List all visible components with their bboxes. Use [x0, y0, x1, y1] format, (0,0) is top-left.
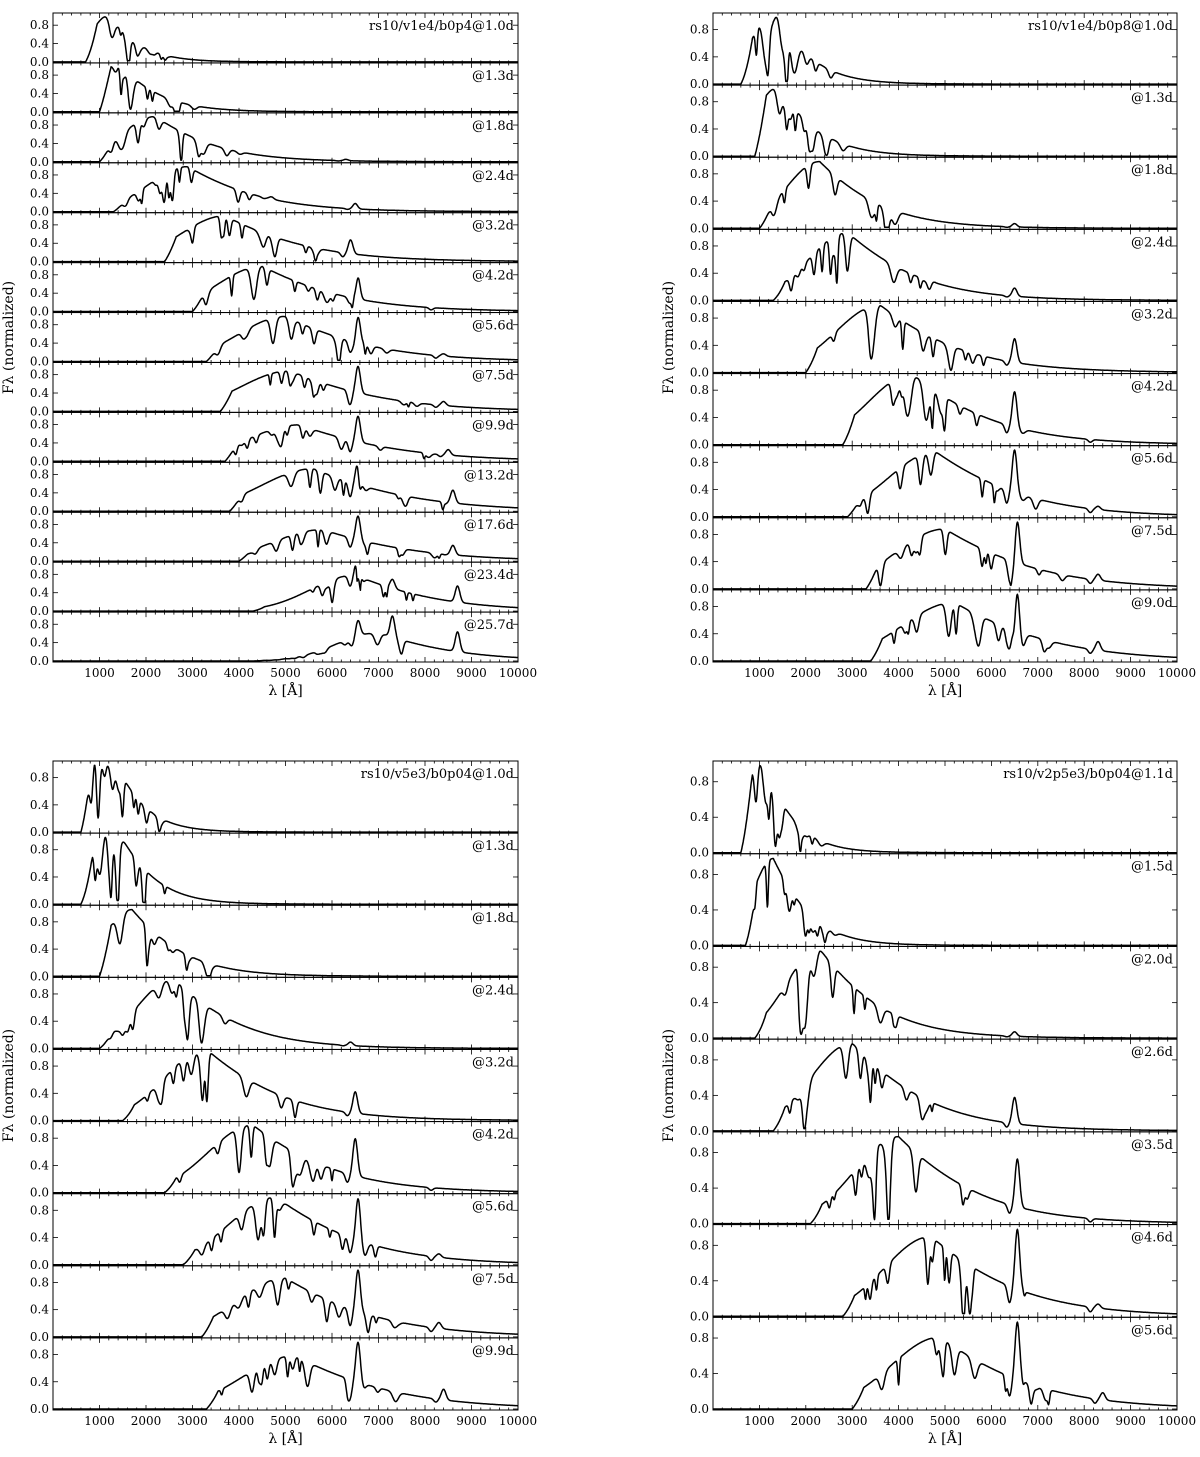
- spectrum-line: [713, 378, 1177, 445]
- x-tick-label: 10000: [498, 666, 538, 680]
- spectrum-panel: [30, 313, 518, 369]
- spectrum-line: [713, 859, 1177, 946]
- panel-label: @1.3d: [472, 68, 514, 84]
- x-tick-label: 8000: [409, 666, 441, 680]
- panel-frame: [713, 1132, 1177, 1225]
- y-tick-label: 0.8: [689, 867, 709, 882]
- y-tick-label: 0.0: [29, 504, 49, 519]
- spectrum-panel: [690, 761, 1177, 860]
- spectrum-line: [713, 1322, 1177, 1409]
- panel-label: @7.5d: [472, 368, 514, 384]
- y-axis-label: Fλ (normalized): [661, 280, 677, 395]
- y-tick-label: 0.0: [29, 154, 49, 169]
- spectrum-panel: [30, 63, 518, 119]
- panel-frame: [53, 313, 518, 363]
- x-tick-label: 7000: [1022, 666, 1054, 680]
- y-tick-label: 0.4: [689, 482, 709, 497]
- x-tick-label: 10000: [1157, 666, 1197, 680]
- spectrum-panel: [30, 213, 518, 269]
- y-tick-label: 0.0: [29, 54, 49, 69]
- spectrum-line: [713, 450, 1177, 517]
- spectrum-panel: [690, 1317, 1177, 1416]
- y-tick-label: 0.4: [29, 942, 49, 957]
- spectrum-panel: [30, 977, 518, 1055]
- figure-block-1: [1, 13, 537, 699]
- panel-frame: [713, 301, 1177, 373]
- x-tick-label: 2000: [790, 666, 822, 680]
- panel-label: @4.2d: [472, 1127, 514, 1143]
- y-tick-label: 0.0: [29, 969, 49, 984]
- spectrum-panel: [690, 1132, 1177, 1231]
- panel-label: @5.6d: [472, 318, 514, 334]
- y-tick-label: 0.8: [689, 383, 709, 398]
- y-tick-label: 0.8: [29, 1347, 49, 1362]
- y-tick-label: 0.0: [689, 1309, 709, 1324]
- y-tick-label: 0.8: [29, 1059, 49, 1074]
- x-tick-label: 2000: [130, 1414, 162, 1428]
- spectrum-panel: [30, 163, 518, 219]
- panel-label: @1.8d: [1131, 163, 1173, 179]
- y-tick-label: 0.8: [29, 267, 49, 282]
- y-axis-label: Fλ (normalized): [1, 280, 17, 395]
- y-tick-label: 0.0: [689, 654, 709, 668]
- x-axis-label: λ [Å]: [927, 683, 963, 699]
- y-tick-label: 0.0: [29, 104, 49, 119]
- spectrum-panel: [690, 13, 1177, 91]
- y-tick-label: 0.8: [689, 1052, 709, 1067]
- y-tick-label: 0.0: [689, 845, 709, 860]
- spectrum-line: [53, 566, 518, 611]
- panel-frame: [713, 1039, 1177, 1132]
- spectrum-line: [53, 1054, 518, 1121]
- y-tick-label: 0.4: [29, 1230, 49, 1245]
- y-tick-label: 0.4: [29, 435, 49, 450]
- spectrum-line: [713, 1044, 1177, 1131]
- y-tick-label: 0.8: [689, 22, 709, 37]
- panel-label: @1.8d: [472, 118, 514, 134]
- y-tick-label: 0.0: [689, 581, 709, 596]
- y-tick-label: 0.0: [29, 1113, 49, 1128]
- x-tick-label: 8000: [1068, 1414, 1100, 1428]
- panel-label: @13.2d: [463, 468, 514, 484]
- y-tick-label: 0.8: [29, 118, 49, 133]
- y-tick-label: 0.8: [29, 317, 49, 332]
- panel-label: rs10/v1e4/b0p8@1.0d: [1028, 19, 1173, 34]
- spectrum-line: [53, 117, 518, 162]
- y-tick-label: 0.0: [29, 1257, 49, 1272]
- y-tick-label: 0.4: [29, 585, 49, 600]
- spectrum-line: [53, 516, 518, 561]
- panel-label: @3.2d: [1131, 307, 1173, 323]
- y-tick-label: 0.4: [29, 797, 49, 812]
- panel-label: @1.3d: [472, 839, 514, 855]
- y-tick-label: 0.4: [29, 336, 49, 351]
- x-tick-label: 10000: [498, 1414, 538, 1428]
- y-tick-label: 0.0: [689, 1031, 709, 1046]
- spectrum-line: [53, 317, 518, 362]
- panel-frame: [53, 1266, 518, 1338]
- y-tick-label: 0.8: [689, 94, 709, 109]
- x-tick-label: 1000: [84, 1414, 115, 1428]
- y-tick-label: 0.8: [689, 311, 709, 326]
- y-tick-label: 0.4: [29, 236, 49, 251]
- spectrum-line: [53, 1270, 518, 1337]
- y-tick-label: 0.4: [29, 535, 49, 550]
- spectrum-panel: [690, 518, 1177, 596]
- y-tick-label: 0.4: [689, 121, 709, 136]
- y-tick-label: 0.4: [29, 86, 49, 101]
- y-tick-label: 0.0: [29, 897, 49, 912]
- spectrum-line: [713, 306, 1177, 373]
- y-tick-label: 0.0: [689, 77, 709, 92]
- spectrum-line: [713, 234, 1177, 301]
- y-tick-label: 0.0: [29, 1041, 49, 1056]
- spectrum-line: [713, 522, 1177, 589]
- panel-label: @25.7d: [463, 618, 514, 634]
- panel-frame: [713, 374, 1177, 446]
- y-tick-label: 0.8: [29, 367, 49, 382]
- y-tick-label: 0.0: [29, 304, 49, 319]
- panel-label: @9.9d: [472, 418, 514, 434]
- panel-frame: [53, 1049, 518, 1121]
- y-tick-label: 0.4: [29, 485, 49, 500]
- spectrum-line: [53, 466, 518, 511]
- y-tick-label: 0.8: [689, 1145, 709, 1160]
- spectrum-line: [53, 217, 518, 262]
- spectrum-panel: [30, 412, 518, 468]
- y-tick-label: 0.0: [29, 204, 49, 219]
- x-tick-label: 5000: [929, 1414, 961, 1428]
- y-tick-label: 0.4: [29, 1158, 49, 1173]
- panel-frame: [53, 412, 518, 462]
- y-tick-label: 0.8: [29, 217, 49, 232]
- panel-frame: [53, 113, 518, 163]
- spectrum-panel: [30, 113, 518, 169]
- y-tick-label: 0.4: [689, 626, 709, 641]
- spectrum-panel: [690, 1225, 1177, 1324]
- spectrum-line: [53, 838, 518, 905]
- x-tick-label: 8000: [409, 1414, 441, 1428]
- x-tick-label: 7000: [1022, 1414, 1054, 1428]
- y-tick-label: 0.8: [29, 770, 49, 785]
- y-tick-label: 0.4: [29, 635, 49, 650]
- panel-frame: [53, 833, 518, 905]
- x-tick-label: 1000: [744, 666, 775, 680]
- x-tick-label: 6000: [976, 666, 1007, 680]
- y-tick-label: 0.4: [29, 1014, 49, 1029]
- y-tick-label: 0.0: [29, 254, 49, 269]
- spectrum-line: [53, 67, 518, 112]
- panel-label: @3.5d: [1131, 1137, 1173, 1153]
- y-tick-label: 0.8: [689, 166, 709, 181]
- panel-frame: [53, 462, 518, 512]
- x-tick-label: 7000: [363, 666, 394, 680]
- x-tick-label: 4000: [223, 1414, 255, 1428]
- spectrum-panel: [30, 833, 518, 911]
- y-tick-label: 0.8: [689, 455, 709, 470]
- panel-frame: [53, 562, 518, 612]
- spectrum-line: [713, 162, 1177, 229]
- x-tick-label: 7000: [363, 1414, 394, 1428]
- panel-label: @4.2d: [472, 268, 514, 284]
- x-tick-label: 4000: [883, 1414, 914, 1428]
- y-tick-label: 0.4: [29, 136, 49, 151]
- panel-label: @9.0d: [1131, 595, 1173, 611]
- panel-label: @2.4d: [472, 983, 514, 999]
- spectrum-panel: [690, 157, 1177, 235]
- x-tick-label: 3000: [177, 666, 208, 680]
- y-tick-label: 0.8: [29, 617, 49, 632]
- y-tick-label: 0.8: [29, 1131, 49, 1146]
- y-tick-label: 0.4: [29, 36, 49, 51]
- y-tick-label: 0.8: [29, 914, 49, 929]
- panel-label: @5.6d: [1131, 1323, 1173, 1339]
- panel-label: rs10/v1e4/b0p4@1.0d: [369, 19, 514, 34]
- x-tick-label: 5000: [270, 1414, 301, 1428]
- panel-label: @1.3d: [1131, 91, 1173, 107]
- y-tick-label: 0.4: [689, 1273, 709, 1288]
- y-tick-label: 0.4: [29, 1374, 49, 1389]
- y-tick-label: 0.8: [29, 842, 49, 857]
- spectrum-panel: [690, 446, 1177, 524]
- spectrum-line: [53, 616, 518, 661]
- panel-frame: [713, 854, 1177, 947]
- y-tick-label: 0.4: [29, 386, 49, 401]
- spectrum-panel: [690, 85, 1177, 163]
- x-tick-label: 1000: [84, 666, 115, 680]
- y-tick-label: 0.0: [689, 221, 709, 236]
- panel-frame: [53, 612, 518, 662]
- panel-frame: [713, 446, 1177, 518]
- panel-frame: [53, 905, 518, 977]
- spectrum-line: [53, 910, 518, 977]
- y-tick-label: 0.0: [689, 149, 709, 164]
- y-tick-label: 0.4: [29, 1086, 49, 1101]
- x-tick-label: 5000: [929, 666, 961, 680]
- x-tick-label: 9000: [1115, 666, 1146, 680]
- spectrum-panel: [30, 1338, 518, 1416]
- panel-label: @2.6d: [1131, 1045, 1173, 1061]
- y-tick-label: 0.0: [689, 365, 709, 380]
- y-tick-label: 0.8: [689, 960, 709, 975]
- y-tick-label: 0.4: [689, 1366, 709, 1381]
- spectrum-line: [713, 90, 1177, 157]
- y-tick-label: 0.0: [29, 654, 49, 668]
- panel-frame: [713, 229, 1177, 301]
- spectrum-line: [53, 267, 518, 312]
- panel-label: @9.9d: [472, 1343, 514, 1359]
- spectrum-panel: [30, 1266, 518, 1344]
- y-tick-label: 0.8: [29, 1275, 49, 1290]
- spectrum-panel: [30, 362, 518, 418]
- x-tick-label: 6000: [316, 1414, 348, 1428]
- spectrum-line: [713, 594, 1177, 661]
- spectrum-panel: [30, 13, 518, 69]
- panel-label: @1.5d: [1131, 859, 1173, 875]
- panel-label: @7.5d: [472, 1271, 514, 1287]
- y-tick-label: 0.4: [29, 286, 49, 301]
- y-tick-label: 0.8: [29, 167, 49, 182]
- x-tick-label: 5000: [270, 666, 301, 680]
- panel-label: @2.4d: [472, 168, 514, 184]
- panel-label: @7.5d: [1131, 523, 1173, 539]
- y-tick-label: 0.8: [689, 238, 709, 253]
- panel-frame: [53, 1122, 518, 1194]
- spectrum-line: [53, 167, 518, 212]
- panel-label: rs10/v2p5e3/b0p04@1.1d: [1003, 767, 1173, 782]
- spectrum-panel: [30, 1049, 518, 1127]
- panel-label: @3.2d: [472, 1055, 514, 1071]
- spectrum-line: [53, 1126, 518, 1193]
- x-tick-label: 3000: [177, 1414, 208, 1428]
- x-tick-label: 9000: [456, 1414, 487, 1428]
- y-tick-label: 0.0: [29, 825, 49, 840]
- spectrum-panel: [690, 229, 1177, 307]
- y-tick-label: 0.0: [29, 554, 49, 569]
- y-tick-label: 0.8: [689, 599, 709, 614]
- x-tick-label: 9000: [456, 666, 487, 680]
- spectrum-panel: [690, 854, 1177, 953]
- y-tick-label: 0.8: [29, 18, 49, 33]
- y-tick-label: 0.4: [689, 338, 709, 353]
- y-tick-label: 0.4: [689, 810, 709, 825]
- figure-block-3: [1, 761, 537, 1447]
- x-tick-label: 3000: [836, 666, 868, 680]
- panel-frame: [53, 213, 518, 263]
- y-tick-label: 0.4: [689, 554, 709, 569]
- y-tick-label: 0.4: [689, 266, 709, 281]
- spectrum-line: [53, 982, 518, 1049]
- spectrum-panel: [690, 590, 1177, 668]
- x-tick-label: 2000: [790, 1414, 822, 1428]
- y-tick-label: 0.0: [29, 1329, 49, 1344]
- y-tick-label: 0.8: [29, 517, 49, 532]
- y-tick-label: 0.8: [29, 467, 49, 482]
- x-tick-label: 3000: [836, 1414, 868, 1428]
- spectrum-panel: [690, 374, 1177, 452]
- panel-label: rs10/v5e3/b0p04@1.0d: [360, 767, 514, 782]
- x-tick-label: 4000: [223, 666, 255, 680]
- x-tick-label: 10000: [1157, 1414, 1197, 1428]
- panel-label: @3.2d: [472, 218, 514, 234]
- y-tick-label: 0.4: [29, 186, 49, 201]
- panel-label: @2.4d: [1131, 235, 1173, 251]
- panel-label: @2.0d: [1131, 952, 1173, 968]
- x-tick-label: 2000: [130, 666, 162, 680]
- y-tick-label: 0.0: [29, 404, 49, 419]
- y-axis-label: Fλ (normalized): [661, 1028, 677, 1143]
- x-axis-label: λ [Å]: [268, 683, 303, 699]
- x-tick-label: 6000: [976, 1414, 1007, 1428]
- y-tick-label: 0.8: [29, 417, 49, 432]
- spectrum-panel: [30, 263, 518, 319]
- spectrum-panel: [30, 1122, 518, 1200]
- y-tick-label: 0.0: [689, 509, 709, 524]
- spectrum-panel: [30, 462, 518, 518]
- spectrum-line: [53, 1198, 518, 1265]
- y-tick-label: 0.4: [29, 869, 49, 884]
- y-tick-label: 0.4: [689, 1181, 709, 1196]
- y-tick-label: 0.0: [689, 1123, 709, 1138]
- y-tick-label: 0.8: [689, 1331, 709, 1346]
- y-tick-label: 0.8: [29, 986, 49, 1001]
- spectrum-line: [713, 951, 1177, 1038]
- y-tick-label: 0.4: [689, 1088, 709, 1103]
- x-tick-label: 9000: [1115, 1414, 1146, 1428]
- y-tick-label: 0.4: [689, 410, 709, 425]
- x-tick-label: 6000: [316, 666, 348, 680]
- panel-frame: [713, 85, 1177, 157]
- panel-label: @1.8d: [472, 911, 514, 927]
- panel-label: @4.2d: [1131, 379, 1173, 395]
- y-tick-label: 0.4: [29, 1302, 49, 1317]
- spectrum-line: [53, 416, 518, 461]
- spectrum-panel: [690, 301, 1177, 379]
- y-axis-label: Fλ (normalized): [1, 1028, 17, 1143]
- spectrum-line: [53, 1342, 518, 1409]
- y-tick-label: 0.0: [689, 938, 709, 953]
- panel-label: @4.6d: [1131, 1230, 1173, 1246]
- spectrum-panel: [30, 612, 518, 668]
- y-tick-label: 0.0: [29, 454, 49, 469]
- y-tick-label: 0.8: [29, 1203, 49, 1218]
- panel-label: @23.4d: [463, 568, 514, 584]
- spectrum-panel: [30, 905, 518, 983]
- panel-label: @5.6d: [472, 1199, 514, 1215]
- y-tick-label: 0.4: [689, 995, 709, 1010]
- panel-frame: [53, 263, 518, 313]
- y-tick-label: 0.0: [29, 1185, 49, 1200]
- y-tick-label: 0.0: [29, 1402, 49, 1416]
- spectrum-line: [53, 366, 518, 411]
- spectrum-panel: [30, 1194, 518, 1272]
- x-axis-label: λ [Å]: [927, 1431, 963, 1447]
- x-tick-label: 1000: [744, 1414, 775, 1428]
- x-axis-label: λ [Å]: [268, 1431, 303, 1447]
- panel-label: @17.6d: [463, 518, 514, 534]
- y-tick-label: 0.8: [689, 527, 709, 542]
- figure-block-2: [661, 13, 1196, 699]
- spectrum-panel: [690, 1039, 1177, 1138]
- y-tick-label: 0.8: [689, 1238, 709, 1253]
- y-tick-label: 0.0: [689, 293, 709, 308]
- y-tick-label: 0.8: [29, 567, 49, 582]
- x-tick-label: 8000: [1068, 666, 1100, 680]
- figure-block-4: [661, 761, 1196, 1447]
- y-tick-label: 0.0: [29, 354, 49, 369]
- y-tick-label: 0.4: [689, 194, 709, 209]
- panel-label: @5.6d: [1131, 451, 1173, 467]
- y-tick-label: 0.0: [29, 604, 49, 619]
- y-tick-label: 0.8: [29, 68, 49, 83]
- y-tick-label: 0.0: [689, 1402, 709, 1416]
- y-tick-label: 0.0: [689, 1216, 709, 1231]
- spectrum-panel: [30, 512, 518, 568]
- x-tick-label: 4000: [883, 666, 914, 680]
- spectrum-line: [713, 1137, 1177, 1224]
- spectrum-panel: [30, 562, 518, 618]
- y-tick-label: 0.0: [689, 437, 709, 452]
- y-tick-label: 0.8: [689, 774, 709, 789]
- spectrum-line: [713, 1229, 1177, 1316]
- spectrum-panel: [30, 761, 518, 839]
- y-tick-label: 0.4: [689, 902, 709, 917]
- y-tick-label: 0.4: [689, 49, 709, 64]
- panel-frame: [53, 63, 518, 113]
- spectrum-panel: [690, 946, 1177, 1045]
